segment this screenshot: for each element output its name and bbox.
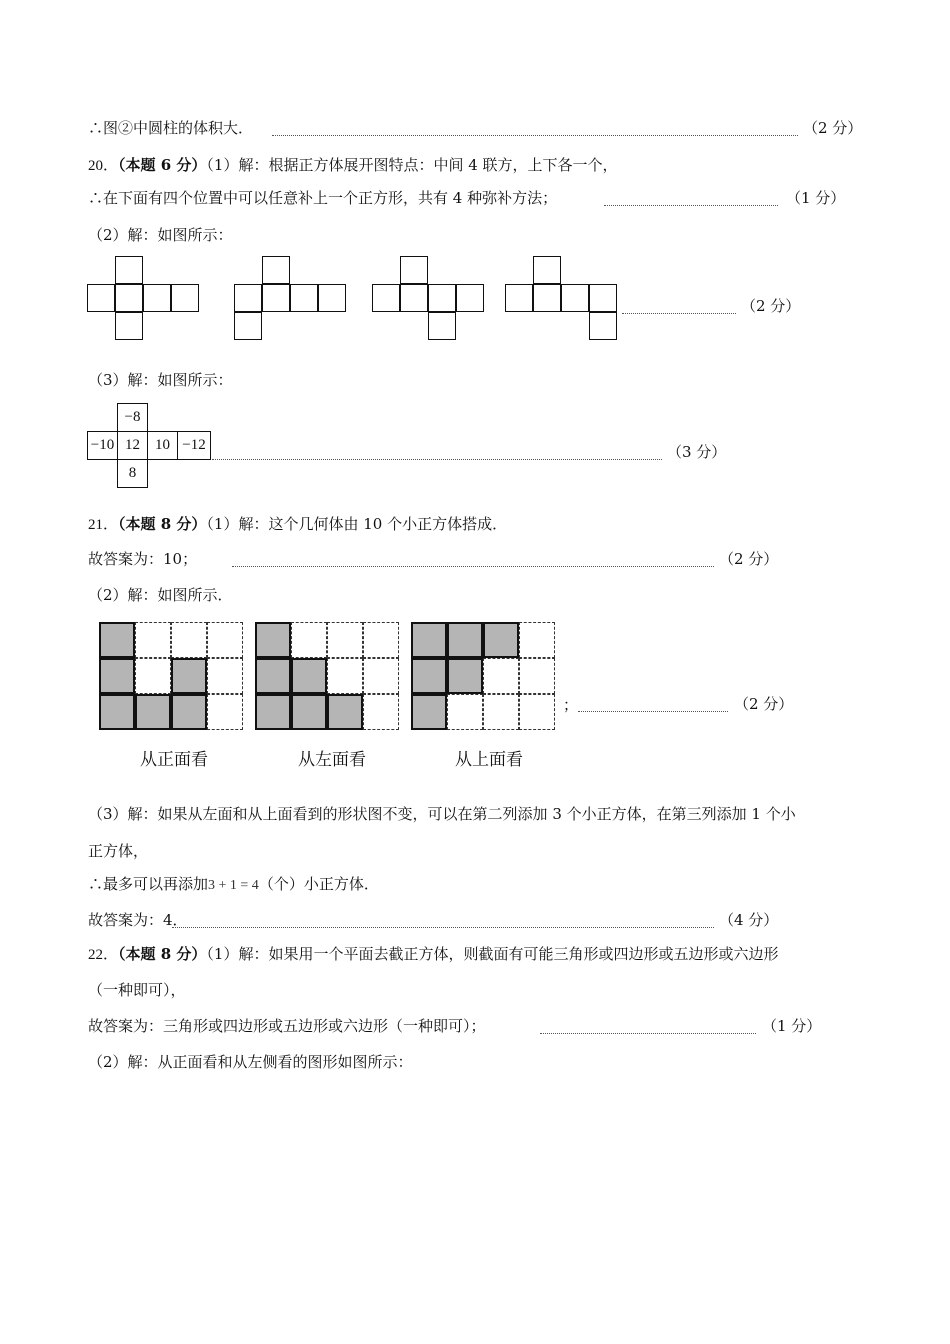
leader-line: [172, 927, 714, 928]
q22-p1-answer: 故答案为：三角形或四边形或五边形或六边形（一种即可）；: [88, 1017, 486, 1035]
q21-number: 21．: [88, 517, 119, 533]
separator: ；: [563, 696, 579, 714]
q21-p1-answer: 故答案为：10；: [88, 550, 198, 568]
leader-line: [272, 135, 798, 136]
empty-cell: [207, 694, 243, 730]
filled-cell: [255, 658, 291, 694]
q20-p1-text: （1）解：根据正方体展开图特点：中间 4 联方，上下各一个，: [206, 156, 618, 174]
empty-cell: [519, 622, 555, 658]
view-label-front: 从正面看: [140, 750, 208, 770]
q21-p3-line3: [88, 874, 379, 896]
filled-cell: [99, 694, 135, 730]
empty-cell: [363, 622, 399, 658]
leader-line: [578, 711, 728, 712]
q21-p3-line1: （3）解：如果从左面和从上面看到的形状图不变，可以在第二列添加 3 个小正方体，在第三列添加 1 个小: [88, 805, 796, 823]
empty-cell: [447, 694, 483, 730]
empty-cell: [135, 622, 171, 658]
q20-number: 20．: [88, 158, 119, 174]
leader-line: [622, 313, 736, 314]
filled-cell: [291, 694, 327, 730]
empty-cell: [171, 622, 207, 658]
q22-p1-line1: （1）解：如果用一个平面去截正方体，则截面有可能三角形或四边形或五边形或六边形: [206, 945, 779, 963]
net-cell-center: 12: [117, 431, 148, 460]
filled-cell: [411, 622, 447, 658]
filled-cell: [447, 658, 483, 694]
filled-cell: [255, 694, 291, 730]
q21-p3-answer: 故答案为：4．: [88, 911, 188, 929]
q21-p3-line3-a: ∴最多可以再添加: [88, 875, 209, 893]
top-view-grid: [411, 622, 555, 730]
net-cell-right2: −12: [177, 431, 211, 460]
q21-p2-text: （2）解：如图所示．: [88, 586, 233, 604]
q22-p1-line2: （一种即可），: [88, 981, 186, 999]
leader-line: [212, 459, 662, 460]
filled-cell: [447, 622, 483, 658]
view-label-top: 从上面看: [455, 750, 523, 770]
filled-cell: [327, 694, 363, 730]
q20-heading: [88, 155, 618, 176]
empty-cell: [483, 694, 519, 730]
q22-points: （本题 8 分）: [118, 945, 207, 963]
empty-cell: [519, 658, 555, 694]
empty-cell: [207, 658, 243, 694]
q22-p2-text: （2）解：从正面看和从左侧看的图形如图所示：: [88, 1053, 413, 1071]
view-label-left: 从左面看: [298, 750, 366, 770]
filled-cell: [171, 694, 207, 730]
net-cell-right1: 10: [147, 431, 178, 460]
net-cell-left: −10: [87, 431, 118, 460]
leader-line: [232, 566, 714, 567]
front-view-grid: [99, 622, 243, 730]
score: （2 分）: [734, 695, 794, 713]
filled-cell: [99, 622, 135, 658]
filled-cell: [411, 694, 447, 730]
score: （1 分）: [786, 189, 846, 207]
score: （3 分）: [667, 443, 727, 461]
filled-cell: [99, 658, 135, 694]
q21-p3-line3-b: （个）小正方体．: [258, 875, 379, 893]
empty-cell: [363, 694, 399, 730]
q22-heading: [88, 944, 778, 965]
net-cell-bottom: 8: [117, 459, 148, 488]
empty-cell: [327, 658, 363, 694]
empty-cell: [483, 658, 519, 694]
q21-p1-text: （1）解：这个几何体由 10 个小正方体搭成．: [206, 515, 508, 533]
q20-p2-text: （2）解：如图所示：: [88, 226, 233, 244]
score: （4 分）: [719, 911, 779, 929]
score: （2 分）: [803, 119, 863, 137]
q21-points: （本题 8 分）: [118, 515, 207, 533]
q21-p3-line2: 正方体，: [88, 842, 149, 860]
q22-number: 22．: [88, 947, 119, 963]
formula: 3 + 1 = 4: [208, 878, 259, 893]
q21-heading: [88, 514, 507, 535]
q20-p1-line2: ∴在下面有四个位置中可以任意补上一个正方形，共有 4 种弥补方法；: [88, 189, 558, 207]
conclusion-line: ∴图②中圆柱的体积大．: [88, 119, 254, 137]
empty-cell: [327, 622, 363, 658]
leader-line: [540, 1033, 756, 1034]
filled-cell: [411, 658, 447, 694]
empty-cell: [519, 694, 555, 730]
left-view-grid: [255, 622, 399, 730]
q20-p3-text: （3）解：如图所示：: [88, 371, 233, 389]
empty-cell: [207, 622, 243, 658]
net-cell-top: −8: [117, 403, 148, 432]
empty-cell: [291, 622, 327, 658]
filled-cell: [291, 658, 327, 694]
q20-points: （本题 6 分）: [118, 156, 207, 174]
score: （1 分）: [762, 1017, 822, 1035]
score: （2 分）: [719, 550, 779, 568]
filled-cell: [255, 622, 291, 658]
filled-cell: [171, 658, 207, 694]
empty-cell: [135, 658, 171, 694]
empty-cell: [363, 658, 399, 694]
leader-line: [604, 205, 778, 206]
score: （2 分）: [741, 297, 801, 315]
filled-cell: [135, 694, 171, 730]
filled-cell: [483, 622, 519, 658]
